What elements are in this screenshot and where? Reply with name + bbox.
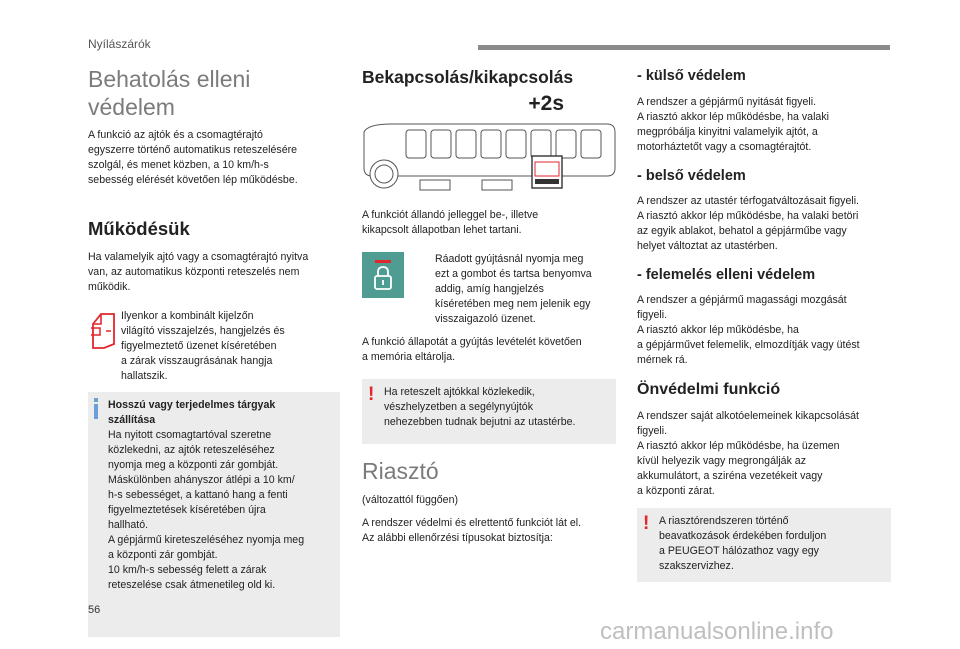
mukodes-line: Ha valamelyik ajtó vagy a csomagtérajtó nyitva bbox=[88, 251, 309, 263]
column-middle bbox=[362, 62, 616, 546]
info-line: 10 km/h-s sebesség felett a zárak bbox=[108, 564, 267, 576]
p1-line: A funkciót állandó jelleggel be-, illetve bbox=[362, 209, 539, 221]
display-note-line: figyelmeztető üzenet kíséretében bbox=[121, 340, 277, 352]
info-line: A gépjármű kireteszeléséhez nyomja meg bbox=[108, 534, 305, 546]
door-open-warning-icon bbox=[88, 311, 120, 351]
kulso-line: A riasztó akkor lép működésbe, ha valaki bbox=[637, 111, 829, 123]
belso-line: A rendszer az utastér térfogatváltozásait figyeli. bbox=[637, 195, 859, 207]
intro-line: egyszerre történő automatikus reteszelésére bbox=[88, 144, 298, 156]
kulso-line: motorháztetőt vagy a csomagtérajtót. bbox=[637, 141, 812, 153]
watermark-text: carmanualsonline.info bbox=[600, 618, 834, 645]
p3-line: a memória eltárolja. bbox=[362, 351, 456, 363]
display-note-line: világító visszajelzés, hangjelzés és bbox=[121, 325, 285, 337]
condition-note: (változattól függően) bbox=[362, 494, 458, 506]
info-line: Máskülönben ahányszor átlépi a 10 km/ bbox=[108, 474, 295, 486]
info-title: Hosszú vagy terjedelmes tárgyak bbox=[108, 399, 276, 411]
warn-line: Ha reteszelt ajtókkal közlekedik, bbox=[384, 386, 535, 398]
info-icon-dot bbox=[94, 398, 98, 402]
kulso-line: megpróbálja kinyitni valamelyik ajtót, a bbox=[637, 126, 818, 138]
onvedelmi-line: akkumulátort, a sziréna vezetékeit vagy bbox=[637, 470, 823, 482]
p4-line: Az alábbi ellenőrzési típusokat biztosítja: bbox=[362, 532, 553, 544]
display-note-line: hallatszik. bbox=[121, 370, 168, 382]
header-bar bbox=[478, 45, 890, 50]
p4-line: A rendszer védelmi és elrettentő funkciót lát el. bbox=[362, 517, 582, 529]
intro-line: sebesség elérését követően lép működésbe. bbox=[88, 174, 298, 186]
info-box bbox=[88, 392, 340, 637]
column-right bbox=[637, 62, 891, 582]
felemeles-line: mérnek rá. bbox=[637, 354, 688, 366]
p2-line: Ráadott gyújtásnál nyomja meg bbox=[435, 253, 584, 265]
onvedelmi-line: figyeli. bbox=[637, 425, 668, 437]
info-line: közlekedni, az ajtók reteszeléséhez bbox=[108, 444, 275, 456]
display-note-line: a zárak visszaugrásának hangja bbox=[121, 355, 273, 367]
service-warn-line: A riasztórendszeren történő bbox=[659, 515, 789, 527]
belso-line: az egyik ablakot, behatol a gépjárműbe vagy bbox=[637, 225, 847, 237]
info-line: reteszelése csak átmenetileg old ki. bbox=[108, 579, 276, 591]
onvedelmi-line: kívül helyezik vagy megrongálják az bbox=[637, 455, 806, 467]
felemeles-line: a gépjárművet felemelik, elmozdítják vagy ütést bbox=[637, 339, 860, 351]
info-icon-bar bbox=[94, 404, 98, 419]
felemeles-line: A rendszer a gépjármű magassági mozgását bbox=[637, 294, 847, 306]
info-line: hallható. bbox=[108, 519, 149, 531]
warning-icon: ! bbox=[643, 513, 650, 534]
info-title: szállítása bbox=[108, 414, 156, 426]
section-title: Nyílászárók bbox=[88, 37, 151, 51]
lock-alarm-button-icon bbox=[362, 252, 404, 298]
heading-riaszto: Riasztó bbox=[362, 458, 439, 484]
intro-line: szolgál, és menet közben, a 10 km/h-s bbox=[88, 159, 269, 171]
mukodes-line: van, az automatikus központi reteszelés nem bbox=[88, 266, 300, 278]
onvedelmi-line: A rendszer saját alkotóelemeinek kikapcsolását bbox=[637, 410, 859, 422]
intro-line: A funkció az ajtók és a csomagtérajtó bbox=[88, 129, 263, 141]
hold-duration-label: +2s bbox=[528, 92, 564, 115]
heading-onvedelmi: Önvédelmi funkció bbox=[637, 381, 781, 398]
display-note bbox=[88, 309, 340, 387]
info-line: a központi zár gombját. bbox=[108, 549, 218, 561]
felemeles-line: A riasztó akkor lép működésbe, ha bbox=[637, 324, 799, 336]
service-warn-line: szakszervizhez. bbox=[659, 560, 734, 572]
heading-belso: - belső védelem bbox=[637, 168, 746, 184]
heading-felemeles: - felemelés elleni védelem bbox=[637, 267, 816, 283]
onvedelmi-line: A riasztó akkor lép működésbe, ha üzemen bbox=[637, 440, 840, 452]
p2-line: visszaigazoló üzenet. bbox=[435, 313, 536, 325]
p2-line: ezt a gombot és tartsa benyomva bbox=[435, 268, 592, 280]
heading-bekapcsolas: Bekapcsolás/kikapcsolás bbox=[362, 67, 574, 87]
p1-line: kikapcsolt állapotban lehet tartani. bbox=[362, 224, 522, 236]
info-line: h-s sebességet, a kattanó hang a fenti bbox=[108, 489, 288, 501]
warning-icon: ! bbox=[368, 384, 375, 405]
warning-box-service bbox=[637, 508, 891, 582]
info-line: figyelmeztetések kíséretében újra bbox=[108, 504, 266, 516]
service-warn-line: beavatkozások érdekében forduljon bbox=[659, 530, 827, 542]
heading-behatolas: Behatolás elleni védelem bbox=[88, 66, 251, 120]
column-left bbox=[88, 62, 340, 637]
p3-line: A funkció állapotát a gyújtás levételét követően bbox=[362, 336, 582, 348]
p2-line: kíséretében meg nem jelenik egy bbox=[435, 298, 591, 310]
mukodes-line: működik. bbox=[88, 281, 131, 293]
onvedelmi-line: a központi zárat. bbox=[637, 485, 715, 497]
warn-line: vészhelyzetben a segélynyújtók bbox=[384, 401, 533, 413]
belso-line: A riasztó akkor lép működésbe, ha valaki betöri bbox=[637, 210, 859, 222]
warning-box bbox=[362, 379, 616, 444]
page-number: 56 bbox=[88, 604, 101, 616]
kulso-line: A rendszer a gépjármű nyitását figyeli. bbox=[637, 96, 817, 108]
heading-kulso: - külső védelem bbox=[637, 68, 746, 84]
p2-line: addig, amíg hangjelzés bbox=[435, 283, 544, 295]
service-warn-line: a PEUGEOT hálózathoz vagy egy bbox=[659, 545, 819, 557]
belso-line: helyet változtat az utastérben. bbox=[637, 240, 778, 252]
info-line: nyomja meg a központi zár gombját. bbox=[108, 459, 279, 471]
display-note-line: Ilyenkor a kombinált kijelzőn bbox=[121, 310, 254, 322]
center-console-illustration bbox=[362, 122, 616, 196]
button-note bbox=[362, 252, 616, 330]
warn-line: nehezebben tudnak bejutni az utastérbe. bbox=[384, 416, 576, 428]
heading-mukodes: Működésük bbox=[88, 218, 190, 239]
felemeles-line: figyeli. bbox=[637, 309, 668, 321]
info-line: Ha nyitott csomagtartóval szeretne bbox=[108, 429, 272, 441]
